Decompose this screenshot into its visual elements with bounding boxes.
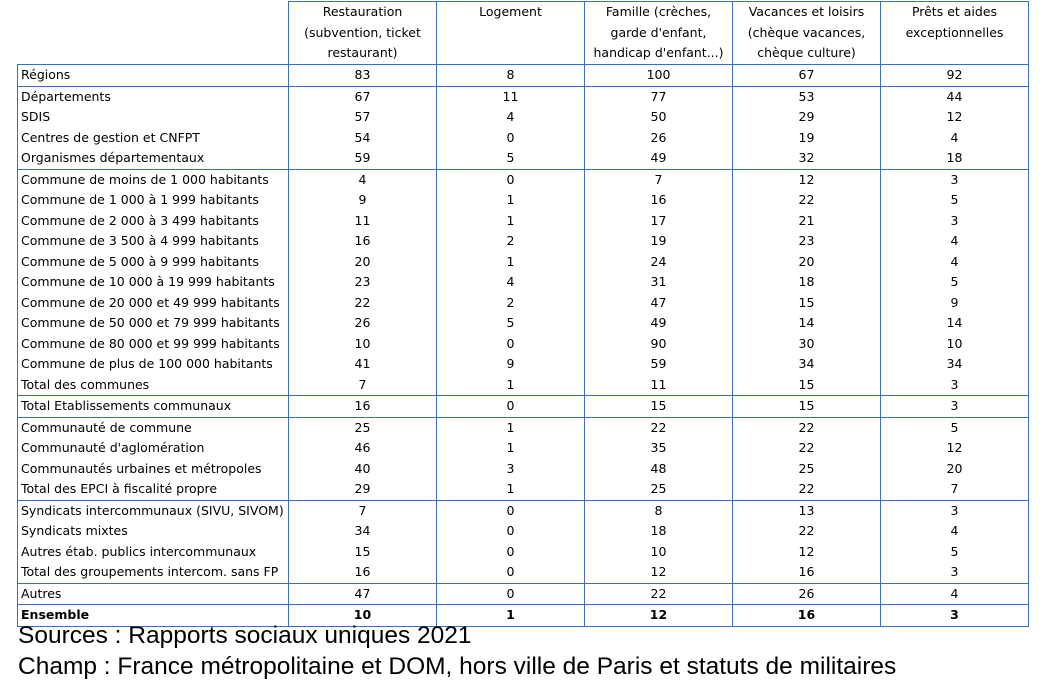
table-cell: 59 [585, 354, 733, 375]
table-row [18, 148, 1029, 169]
table-row [18, 65, 1029, 87]
table-cell: 29 [733, 107, 881, 128]
table-cell: 4 [881, 521, 1029, 542]
table-cell: 16 [585, 190, 733, 211]
row-label: Départements [18, 86, 289, 107]
row-label: Régions [18, 65, 289, 87]
row-label: Commune de 50 000 et 79 999 habitants [18, 313, 289, 334]
row-label: Total des EPCI à fiscalité propre [18, 479, 289, 500]
table-row [18, 375, 1029, 396]
table-cell: 3 [881, 375, 1029, 396]
row-label: Commune de 20 000 et 49 999 habitants [18, 293, 289, 314]
table-cell: 7 [289, 500, 437, 521]
table-cell: 30 [733, 334, 881, 355]
table-cell: 0 [437, 169, 585, 190]
table-cell: 5 [437, 313, 585, 334]
table-cell: 3 [881, 605, 1029, 627]
header-prets-aides: Prêts et aides exceptionnelles [881, 2, 1029, 65]
table-row [18, 562, 1029, 583]
table-cell: 20 [881, 459, 1029, 480]
row-label: SDIS [18, 107, 289, 128]
table-cell: 9 [437, 354, 585, 375]
table-cell: 26 [733, 583, 881, 605]
table-row [18, 128, 1029, 149]
header-logement: Logement [437, 2, 585, 65]
table-cell: 54 [289, 128, 437, 149]
table-row [18, 272, 1029, 293]
row-label: Commune de 1 000 à 1 999 habitants [18, 190, 289, 211]
table-cell: 4 [289, 169, 437, 190]
table-cell: 22 [289, 293, 437, 314]
table-cell: 5 [881, 190, 1029, 211]
table-cell: 15 [733, 293, 881, 314]
table-cell: 34 [881, 354, 1029, 375]
table-cell: 47 [289, 583, 437, 605]
table-cell: 16 [733, 605, 881, 627]
row-label: Communauté de commune [18, 417, 289, 438]
table-cell: 0 [437, 128, 585, 149]
table-cell: 3 [881, 500, 1029, 521]
table-cell: 23 [733, 231, 881, 252]
table-cell: 1 [437, 252, 585, 273]
table-row [18, 252, 1029, 273]
table-cell: 31 [585, 272, 733, 293]
table-row [18, 334, 1029, 355]
table-cell: 22 [733, 190, 881, 211]
table-row [18, 211, 1029, 232]
table-cell: 12 [585, 605, 733, 627]
table-cell: 49 [585, 313, 733, 334]
table-cell: 1 [437, 417, 585, 438]
table-cell: 12 [585, 562, 733, 583]
table-cell: 22 [733, 521, 881, 542]
table-cell: 2 [437, 293, 585, 314]
table-cell: 25 [585, 479, 733, 500]
table-cell: 16 [289, 562, 437, 583]
table-cell: 22 [585, 417, 733, 438]
row-label: Centres de gestion et CNFPT [18, 128, 289, 149]
table-row [18, 583, 1029, 605]
table-cell: 0 [437, 334, 585, 355]
table-cell: 25 [289, 417, 437, 438]
table-cell: 22 [733, 438, 881, 459]
table-cell: 10 [881, 334, 1029, 355]
table-cell: 14 [881, 313, 1029, 334]
table-row [18, 459, 1029, 480]
table-row [18, 438, 1029, 459]
table-row [18, 231, 1029, 252]
table-row [18, 500, 1029, 521]
table-cell: 40 [289, 459, 437, 480]
table-row [18, 417, 1029, 438]
table-cell: 24 [585, 252, 733, 273]
table-cell: 0 [437, 521, 585, 542]
table-row [18, 354, 1029, 375]
table-cell: 5 [437, 148, 585, 169]
table-cell: 15 [733, 375, 881, 396]
row-label: Total des groupements intercom. sans FP [18, 562, 289, 583]
table-cell: 20 [289, 252, 437, 273]
table-cell: 3 [881, 562, 1029, 583]
table-cell: 25 [733, 459, 881, 480]
data-table [17, 1, 1029, 627]
table-cell: 44 [881, 86, 1029, 107]
table-cell: 12 [733, 169, 881, 190]
table-cell: 19 [585, 231, 733, 252]
table-cell: 0 [437, 500, 585, 521]
table-cell: 90 [585, 334, 733, 355]
table-cell: 22 [733, 417, 881, 438]
table-cell: 11 [289, 211, 437, 232]
table-cell: 23 [289, 272, 437, 293]
row-label: Autres étab. publics intercommunaux [18, 542, 289, 563]
table-cell: 12 [881, 107, 1029, 128]
row-label: Total Etablissements communaux [18, 396, 289, 418]
row-label: Commune de 2 000 à 3 499 habitants [18, 211, 289, 232]
table-cell: 15 [289, 542, 437, 563]
table-cell: 100 [585, 65, 733, 87]
table-cell: 8 [585, 500, 733, 521]
row-label: Commune de plus de 100 000 habitants [18, 354, 289, 375]
table-cell: 1 [437, 190, 585, 211]
table-cell: 57 [289, 107, 437, 128]
table-cell: 10 [289, 334, 437, 355]
table-cell: 9 [881, 293, 1029, 314]
table-cell: 50 [585, 107, 733, 128]
table-cell: 15 [585, 396, 733, 418]
table-cell: 3 [881, 169, 1029, 190]
table-cell: 59 [289, 148, 437, 169]
sources-note: Sources : Rapports sociaux uniques 2021 [18, 622, 472, 649]
table-row [18, 521, 1029, 542]
table-cell: 2 [437, 231, 585, 252]
table-cell: 46 [289, 438, 437, 459]
table-cell: 67 [733, 65, 881, 87]
row-label: Commune de 80 000 et 99 999 habitants [18, 334, 289, 355]
champ-note: Champ : France métropolitaine et DOM, hors ville de Paris et statuts de militaires [18, 653, 897, 680]
row-label: Communautés urbaines et métropoles [18, 459, 289, 480]
header-corner [18, 2, 289, 65]
table-cell: 5 [881, 272, 1029, 293]
table-cell: 4 [881, 128, 1029, 149]
row-label: Organismes départementaux [18, 148, 289, 169]
table-cell: 4 [881, 231, 1029, 252]
table-cell: 12 [881, 438, 1029, 459]
row-label: Total des communes [18, 375, 289, 396]
table-cell: 1 [437, 375, 585, 396]
table-cell: 4 [437, 272, 585, 293]
table-cell: 11 [437, 86, 585, 107]
table-cell: 0 [437, 396, 585, 418]
table-cell: 34 [733, 354, 881, 375]
table-cell: 11 [585, 375, 733, 396]
table-row [18, 293, 1029, 314]
table-cell: 15 [733, 396, 881, 418]
table-cell: 4 [881, 252, 1029, 273]
table-cell: 1 [437, 605, 585, 627]
row-label: Communauté d'aglomération [18, 438, 289, 459]
table-cell: 10 [289, 605, 437, 627]
table-cell: 3 [437, 459, 585, 480]
table-cell: 18 [733, 272, 881, 293]
table-cell: 12 [733, 542, 881, 563]
row-label: Syndicats intercommunaux (SIVU, SIVOM) [18, 500, 289, 521]
table-row [18, 313, 1029, 334]
table-cell: 48 [585, 459, 733, 480]
table-cell: 67 [289, 86, 437, 107]
table-cell: 7 [881, 479, 1029, 500]
table-cell: 1 [437, 211, 585, 232]
table-cell: 53 [733, 86, 881, 107]
table-cell: 18 [881, 148, 1029, 169]
data-table-container [17, 1, 1029, 627]
table-cell: 0 [437, 562, 585, 583]
table-cell: 22 [733, 479, 881, 500]
table-cell: 77 [585, 86, 733, 107]
table-cell: 34 [289, 521, 437, 542]
table-cell: 9 [289, 190, 437, 211]
table-cell: 0 [437, 583, 585, 605]
table-row [18, 190, 1029, 211]
table-cell: 41 [289, 354, 437, 375]
table-cell: 49 [585, 148, 733, 169]
table-cell: 13 [733, 500, 881, 521]
table-cell: 47 [585, 293, 733, 314]
table-cell: 1 [437, 438, 585, 459]
table-cell: 32 [733, 148, 881, 169]
table-cell: 16 [289, 231, 437, 252]
header-vacances-loisirs: Vacances et loisirs (chèque vacances, chèque culture) [733, 2, 881, 65]
table-row [18, 479, 1029, 500]
header-restauration: Restauration (subvention, ticket restaurant) [289, 2, 437, 65]
table-row [18, 86, 1029, 107]
row-label: Commune de 3 500 à 4 999 habitants [18, 231, 289, 252]
table-cell: 83 [289, 65, 437, 87]
table-notes [18, 620, 896, 682]
row-label: Commune de moins de 1 000 habitants [18, 169, 289, 190]
table-row [18, 169, 1029, 190]
table-cell: 7 [289, 375, 437, 396]
table-cell: 4 [437, 107, 585, 128]
table-cell: 92 [881, 65, 1029, 87]
table-body [18, 65, 1029, 627]
table-cell: 14 [733, 313, 881, 334]
table-header-row [18, 2, 1029, 65]
table-cell: 17 [585, 211, 733, 232]
row-label: Autres [18, 583, 289, 605]
table-cell: 7 [585, 169, 733, 190]
table-cell: 19 [733, 128, 881, 149]
table-cell: 21 [733, 211, 881, 232]
table-row [18, 396, 1029, 418]
header-famille: Famille (crèches, garde d'enfant, handicap d'enfant...) [585, 2, 733, 65]
table-cell: 18 [585, 521, 733, 542]
table-cell: 8 [437, 65, 585, 87]
table-cell: 1 [437, 479, 585, 500]
table-cell: 5 [881, 417, 1029, 438]
row-label: Commune de 5 000 à 9 999 habitants [18, 252, 289, 273]
table-cell: 26 [289, 313, 437, 334]
table-cell: 26 [585, 128, 733, 149]
table-cell: 35 [585, 438, 733, 459]
table-cell: 16 [289, 396, 437, 418]
table-cell: 4 [881, 583, 1029, 605]
table-cell: 20 [733, 252, 881, 273]
row-label: Syndicats mixtes [18, 521, 289, 542]
row-label: Ensemble [18, 605, 289, 627]
table-cell: 3 [881, 396, 1029, 418]
table-cell: 16 [733, 562, 881, 583]
table-cell: 5 [881, 542, 1029, 563]
table-cell: 3 [881, 211, 1029, 232]
table-row [18, 542, 1029, 563]
table-cell: 10 [585, 542, 733, 563]
table-row [18, 107, 1029, 128]
table-cell: 29 [289, 479, 437, 500]
table-cell: 0 [437, 542, 585, 563]
row-label: Commune de 10 000 à 19 999 habitants [18, 272, 289, 293]
table-cell: 22 [585, 583, 733, 605]
